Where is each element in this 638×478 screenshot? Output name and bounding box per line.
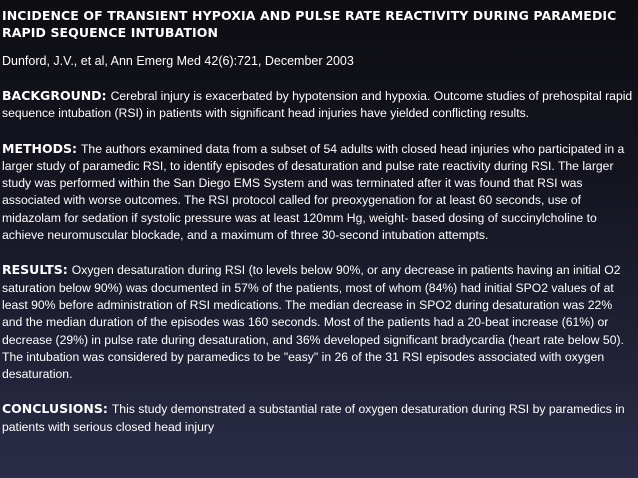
section-label: RESULTS: [2,262,68,278]
slide-title: INCIDENCE OF TRANSIENT HYPOXIA AND PULSE RATE REACTIVITY DURING PARAMEDIC RAPID SEQUENCE INTUBATION [2,8,617,40]
section-label: METHODS: [2,140,77,156]
section-text: Cerebral injury is exacerbated by hypotension and hypoxia. Outcome studies of prehospital rapid sequence intubation (RSI) in patients with significant head injuries have yielded conflicting results. [2,89,633,121]
section-text: This study demonstrated a substantial rate of oxygen desaturation during RSI by paramedics in patients with serious closed head injury [2,402,625,434]
citation: Dunford, J.V., et al, Ann Emerg Med 42(6):721, December 2003 [2,54,354,68]
section-label: CONCLUSIONS: [2,401,108,417]
section-methods [2,140,634,245]
section-results [2,261,634,383]
section-text: The authors examined data from a subset of 54 adults with closed head injuries who participated in a larger study of paramedic RSI, to identify episodes of desaturation and pulse rate reactivity during RSI. The larger study was performed within the San Diego EMS System and was terminated after it was found that RSI was associated with worse outcomes. The RSI protocol called for preoxygenation for at least 60 seconds, use of midazolam for sedation if systolic pressure was at least 120mm Hg, weight- based dosing of succinylcholine to achieve neuromuscular blockade, and a maximum of three 30-second intubation attempts. [2,141,625,243]
section-background [2,87,634,123]
section-conclusions [2,400,634,436]
section-text: Oxygen desaturation during RSI (to levels below 90%, or any decrease in patients having an initial O2 saturation below 90%) was documented in 57% of the patients, most of whom (84%) had initial SPO2 values of at least 90% before administration of RSI medications. The median decrease in SPO2 during desaturation was 22% and the median duration of the episodes was 160 seconds. Most of the patients had a 20-beat increase (61%) or decrease (29%) in pulse rate during desaturation, and 36% developed significant bradycardia (heart rate below 50). The intubation was considered by paramedics to be "easy" in 26 of the 31 RSI episodes associated with oxygen desaturation. [2,263,624,382]
section-label: BACKGROUND: [2,88,107,103]
